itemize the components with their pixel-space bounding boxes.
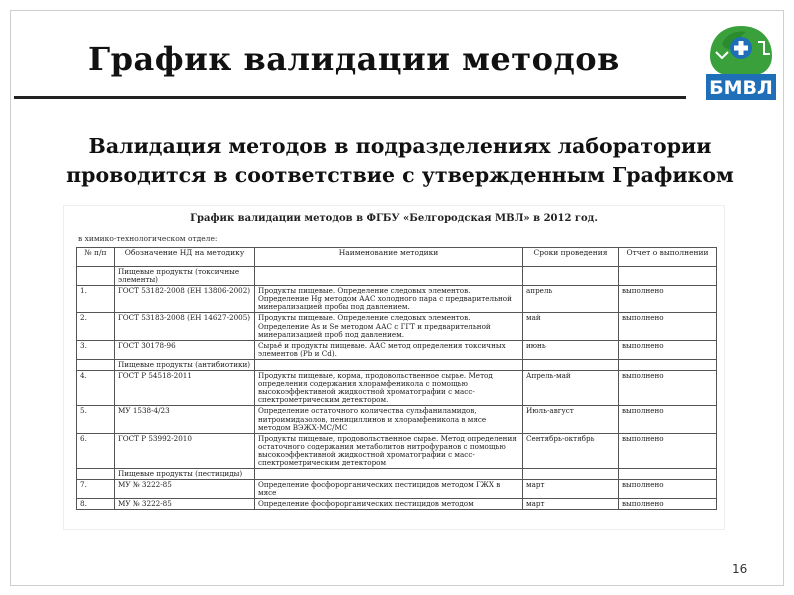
row-term: июнь xyxy=(523,340,619,359)
row-code: ГОСТ 30178-96 xyxy=(115,340,255,359)
row-name: Продукты пищевые, корма, продовольственное сырье. Метод определения содержания хлорамфеникола с помощью высокоэффективной жидкостной хроматографии с масс-спектрометрическим детектором. xyxy=(255,371,523,406)
table-subheader-row xyxy=(77,359,717,370)
table-row xyxy=(77,286,717,313)
section-label: Пищевые продукты (антибиотики) xyxy=(115,359,255,370)
row-term: Сентябрь-октябрь xyxy=(523,433,619,468)
row-term: март xyxy=(523,499,619,510)
row-report: выполнено xyxy=(619,433,717,468)
row-num: 7. xyxy=(77,480,115,499)
logo-mark xyxy=(706,26,776,100)
row-report: выполнено xyxy=(619,371,717,406)
header-num: № п/п xyxy=(77,248,115,267)
title-underline xyxy=(14,96,686,99)
validation-schedule-table xyxy=(76,247,717,510)
row-term: апрель xyxy=(523,286,619,313)
slide-subtitle xyxy=(20,132,780,190)
table-row xyxy=(77,340,717,359)
subtitle-line-2: проводится в соответствие с утвержденным Графиком xyxy=(66,163,734,187)
row-num: 1. xyxy=(77,286,115,313)
row-code: ГОСТ Р 54518-2011 xyxy=(115,371,255,406)
page-number: 16 xyxy=(732,562,748,576)
table-subheader-row xyxy=(77,267,717,286)
row-code: МУ 1538-4/23 xyxy=(115,406,255,433)
slide-title: График валидации методов xyxy=(88,40,620,78)
row-num: 8. xyxy=(77,499,115,510)
row-name: Определение остаточного количества сульфаниламидов, нитроимидазолов, пенициллинов и хлорамфеникола в мясе методом ВЭЖХ-МС/МС xyxy=(255,406,523,433)
section-label: Пищевые продукты (токсичные элементы) xyxy=(115,267,255,286)
schedule-document-scan xyxy=(64,206,724,529)
row-term: Июль-август xyxy=(523,406,619,433)
row-report: выполнено xyxy=(619,406,717,433)
row-num: 2. xyxy=(77,313,115,340)
table-row xyxy=(77,433,717,468)
row-num: 4. xyxy=(77,371,115,406)
row-name: Продукты пищевые, продовольственное сырье. Метод определения остаточного содержания метаболитов нитрофуранов с помощью высокоэффективной жидкостной хроматографии с масс-спектрометрическим детектором xyxy=(255,433,523,468)
row-num: 5. xyxy=(77,406,115,433)
row-code: ГОСТ Р 53992-2010 xyxy=(115,433,255,468)
table-row xyxy=(77,480,717,499)
header-name: Наименование методики xyxy=(255,248,523,267)
row-term: март xyxy=(523,480,619,499)
department-label: в химико-технологическом отделе: xyxy=(78,234,218,243)
table-subheader-row xyxy=(77,469,717,480)
row-code: МУ № 3222-85 xyxy=(115,499,255,510)
row-code: ГОСТ 53182-2008 (ЕН 13806-2002) xyxy=(115,286,255,313)
row-code: МУ № 3222-85 xyxy=(115,480,255,499)
row-num: 3. xyxy=(77,340,115,359)
bmvl-logo xyxy=(702,22,780,104)
row-report: выполнено xyxy=(619,499,717,510)
header-code: Обозначение НД на методику xyxy=(115,248,255,267)
row-term: май xyxy=(523,313,619,340)
row-report: выполнено xyxy=(619,313,717,340)
subtitle-line-1: Валидация методов в подразделениях лаборатории xyxy=(88,134,712,158)
table-row xyxy=(77,406,717,433)
row-name: Определение фосфорорганических пестицидов методом xyxy=(255,499,523,510)
header-report: Отчет о выполнении xyxy=(619,248,717,267)
header-term: Сроки проведения xyxy=(523,248,619,267)
row-term: Апрель-май xyxy=(523,371,619,406)
row-name: Определение фосфорорганических пестицидов методом ГЖХ в мясе xyxy=(255,480,523,499)
row-name: Продукты пищевые. Определение следовых элементов. Определение Hg методом ААС холодного пара с предварительной минерализацией пробы под давлением. xyxy=(255,286,523,313)
document-title: График валидации методов в ФГБУ «Белгородская МВЛ» в 2012 год. xyxy=(190,213,598,224)
row-name: Продукты пищевые. Определение следовых элементов. Определение As и Se методом ААС с ГГТ и предварительной минерализацией проб под давлением. xyxy=(255,313,523,340)
table-header-row xyxy=(77,248,717,267)
row-num: 6. xyxy=(77,433,115,468)
row-code: ГОСТ 53183-2008 (ЕН 14627-2005) xyxy=(115,313,255,340)
logo-text: БМВЛ xyxy=(709,77,773,99)
table-row xyxy=(77,371,717,406)
section-label: Пищевые продукты (пестициды) xyxy=(115,469,255,480)
table-row xyxy=(77,313,717,340)
row-name: Сырьё и продукты пищевые. ААС метод определения токсичных элементов (Pb и Cd). xyxy=(255,340,523,359)
row-report: выполнено xyxy=(619,480,717,499)
row-report: выполнено xyxy=(619,340,717,359)
row-report: выполнено xyxy=(619,286,717,313)
table-row xyxy=(77,499,717,510)
